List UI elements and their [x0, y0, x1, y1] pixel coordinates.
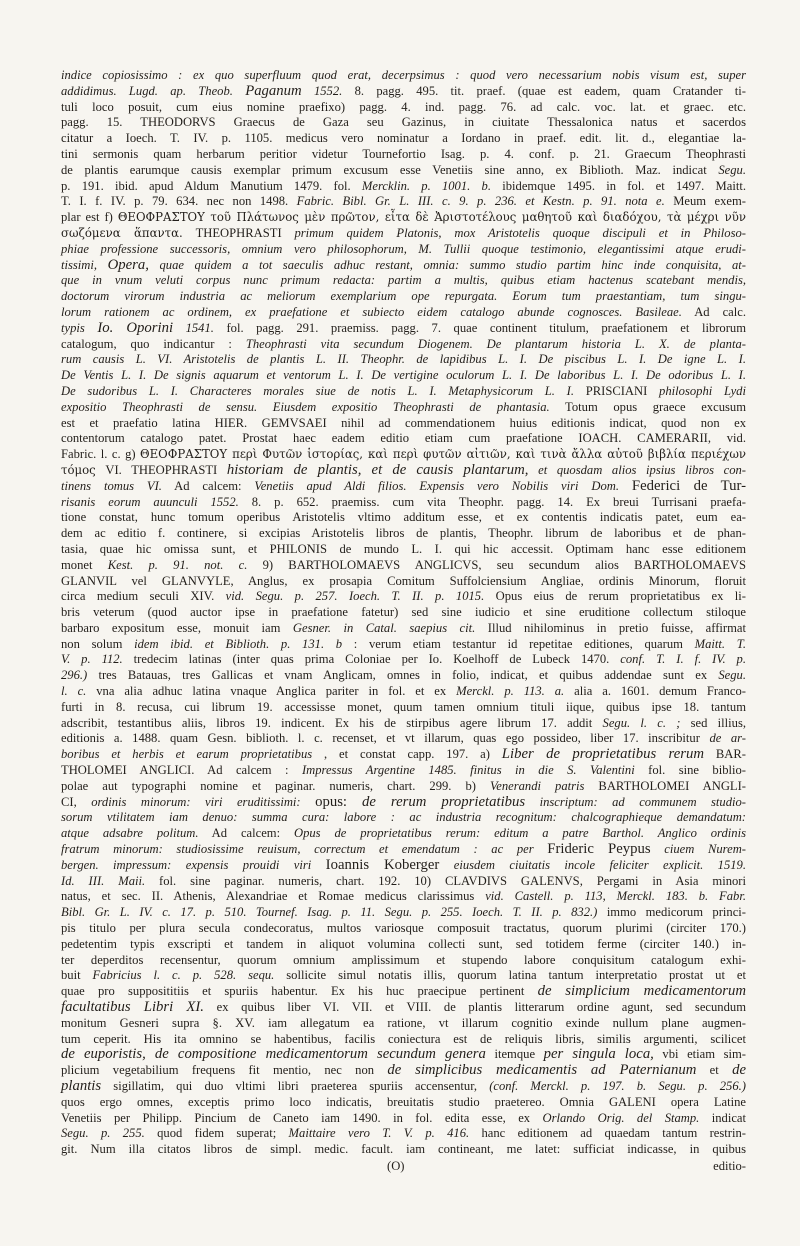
text-run: lorum rationem ac ordinem, ex praefatione et subiecto eidem catalogo abunde cognosces. Basileae. [61, 304, 682, 319]
text-run: vid. Castell. p. 113, Merckl. 183. b. Fabr. [485, 889, 746, 904]
text-line [61, 273, 746, 289]
text-line [61, 668, 746, 684]
text-run: ter deperditos recensentur, quorum omnium amplissimum et stupendo labore conquisitum catalogum exhi- [61, 952, 746, 967]
text-line [61, 763, 746, 779]
text-run: Frideric Peypus [547, 841, 651, 858]
catchword: editio- [713, 1159, 746, 1173]
text-line-content [61, 416, 746, 432]
text-run: de [732, 1062, 746, 1079]
text-run: Opus de proprietatibus rerum: editum a patre Barthol. Anglico ordinis [293, 826, 746, 841]
text-run: git. Num illa citatos libros de simpl. medic. facult. iam contineant, me latet: sufficiat indicasse, in quibus [61, 1142, 746, 1157]
text-run: Ad calcem: [161, 478, 255, 493]
text-run: pagg. 15. THEODORVS Graecus de Gaza seu Gazinus, in ciuitate Thessalonica natus et sacerdos [61, 115, 746, 130]
text-run: que in vnum veluti corpus nunc primum redacta: partim a multis, quibus etiam hactenus scatebant mendis, [61, 273, 746, 288]
text-line [61, 605, 746, 621]
text-run: Meum exem- [664, 194, 746, 209]
text-run: ex quibus liber VI. VII. et VIII. de plantis litterarum ordine agunt, sed secundum [204, 1000, 746, 1015]
text-line [61, 147, 746, 163]
text-line [61, 858, 746, 874]
text-line-content [61, 273, 746, 289]
greek-text-run: σωζόμενα ἅπαντα. [61, 225, 183, 240]
text-line-content [61, 968, 746, 984]
text-line-content [61, 953, 746, 969]
text-line [61, 1032, 746, 1048]
text-line-content [61, 1111, 746, 1127]
text-run: Liber de proprietatibus rerum [501, 746, 705, 763]
text-line [61, 684, 746, 700]
text-run: de ar- [709, 731, 747, 746]
text-line [61, 1142, 746, 1158]
text-run: historiam de plantis, et de causis plantarum, [226, 461, 529, 478]
text-run: quod fidem superat; [144, 1126, 289, 1141]
text-line [61, 115, 746, 131]
text-line [61, 810, 746, 826]
text-run: Illud nihilominus in pretio fuisse, affirmat [475, 620, 747, 635]
text-line-content [61, 842, 746, 858]
text-line [61, 100, 746, 116]
text-line [61, 700, 746, 716]
text-run: eiusdem ciuitatis incole feliciter explicit. 1519. [439, 857, 746, 872]
text-line-content [61, 526, 746, 542]
text-run: tinens tomus VI. [61, 478, 162, 493]
text-run: Gesner. in Catal. saepius cit. [292, 620, 476, 635]
text-run: Bibl. Gr. L. IV. c. 17. p. 510. Tournef. Isag. p. 11. Segu. p. 255. Ioech. T. II. p. 832.) [61, 905, 598, 920]
text-run: Fabric. Bibl. Gr. L. III. c. 9. p. 236. et Kestn. p. 91. nota e. [296, 194, 665, 209]
text-run: Maittaire vero T. V. p. 416. [288, 1126, 470, 1141]
text-run: vbi etiam sim- [653, 1047, 747, 1062]
text-line-content [61, 984, 746, 1000]
text-run: Maitt. T. [694, 636, 746, 651]
text-line [61, 747, 746, 763]
text-run: quae pro supposititiis et spuriis habentur. Ex his huc praecipue pertinent [61, 984, 538, 999]
text-line-content [61, 558, 746, 574]
text-line-content [61, 68, 746, 84]
text-run: Opus eius de rerum proprietatibus ex li- [484, 589, 746, 604]
text-line-content [61, 495, 746, 511]
text-line-content [61, 826, 746, 842]
text-line-content [61, 542, 746, 558]
text-run: Io. Oporini [97, 319, 174, 336]
text-line [61, 542, 746, 558]
text-line [61, 400, 746, 416]
text-run: tuli loco posuit, cum eius nomine praefixo) pagg. 4. ind. pagg. 76. ad calc. voc. lat. et graec. etc. [61, 99, 746, 114]
text-run: PRISCIANI [585, 383, 648, 398]
text-run: tasia, quae hic omissa sunt, et PHILONIS de mundo L. I. qui hic accessit. Optimam hanc esse editionem [61, 541, 746, 556]
text-run: sollicite simul notatis illis, quorum latina tantum interpretatio prostat ut et [274, 968, 746, 983]
text-line [61, 1095, 746, 1111]
text-line [61, 526, 746, 542]
text-run: fol. pagg. 291. praemiss. pagg. 7. quae continent titulum, praefationem et librorum [213, 320, 747, 335]
text-run: T. I. f. IV. p. 79. 634. nec non 1498. [61, 194, 297, 209]
text-line-content [61, 574, 746, 590]
text-line-content [61, 194, 746, 210]
text-run: BAR- [704, 747, 746, 762]
text-run: barbaro expositum esse, monuit iam [61, 620, 293, 635]
text-line-content [61, 668, 746, 684]
text-run: de euporistis, de compositione medicamentorum secundum genera [61, 1046, 486, 1063]
text-line-content [61, 1079, 746, 1095]
text-line-content [61, 1095, 746, 1111]
text-line-content [61, 763, 746, 779]
text-line-content [61, 431, 746, 447]
text-line-content [61, 1047, 746, 1063]
text-line [61, 621, 746, 637]
text-run: et [696, 1063, 733, 1078]
text-line-content [61, 510, 746, 526]
text-run: THOLOMEI ANGLICI. Ad calcem : [61, 763, 302, 778]
text-line-content [61, 226, 746, 242]
text-run: furti in 8. recusa, cui librum 19. accessisse monet, quum tamen omnium tituli iique, quibus ipse 18. tantum [61, 699, 746, 714]
text-run: (conf. Merckl. p. 197. b. Segu. p. 256.) [489, 1079, 746, 1093]
text-line [61, 1000, 746, 1016]
text-line [61, 826, 746, 842]
text-run: plicium vegetabilium frequens fit mentio, nec non [61, 1063, 388, 1078]
text-run: immo medicorum princi- [597, 905, 747, 920]
text-run: V. p. 112. [61, 652, 123, 667]
text-run: contentorum catalogo patet. Prostat haec eadem editio etiam cum praefatione IOACH. CAMERARII, vid. [61, 431, 746, 446]
text-run: fratrum minorum: studiosissime reuisum, correctum et emendatum : ac per [61, 842, 548, 857]
text-run: indicat [699, 1110, 746, 1125]
text-line-content [61, 1063, 746, 1079]
text-run: de plantis earumque causis exemplar primum excusum esse Venetiis sine anno, ex Biblioth. Maz. indicat [61, 162, 719, 177]
text-line [61, 574, 746, 590]
text-line [61, 779, 746, 795]
greek-text-run: ΘΕΟΦΡΑΣΤΟΥ τοῦ Πλάτωνος μὲν πρῶτον, εἶτα δὲ Ἀριστοτέλους μαθητοῦ καὶ διαδόχου, τὰ μέχρι νῦν [117, 210, 747, 225]
text-line-content [61, 1016, 746, 1032]
text-line-content [61, 1142, 746, 1158]
text-run: itemque [485, 1047, 544, 1062]
text-line [61, 558, 746, 574]
text-line-content [61, 100, 746, 116]
text-line-content [61, 747, 746, 763]
signature-mark: (O) [387, 1159, 405, 1173]
text-run: risanis eorum auunculi 1552. [61, 494, 239, 509]
text-run: Totum opus graece excusum [549, 399, 746, 414]
text-line [61, 968, 746, 984]
text-line-content [61, 779, 746, 795]
text-run: et quosdam alios ipsius libros con- [528, 462, 746, 477]
text-line [61, 179, 746, 195]
text-run: tione constat, hunc tomum operibus Aristotelis vltimo additum esse, et ex contentis indicatis patet, eum ea- [61, 510, 746, 525]
text-run: fol. sine biblio- [634, 763, 746, 778]
text-run: per singula loca, [543, 1046, 654, 1063]
text-run: citatur a Ioech. T. IV. p. 1105. medicus vero nominatur a Iordano in praef. edit. lit. d., elegantiae la- [61, 131, 746, 146]
greek-text-run: τόμος [61, 462, 96, 477]
text-run: monitum Gesneri supra §. XV. iam allegatum ea ratione, vt illarum cognitio exinde nullum plane augmen- [61, 1015, 746, 1030]
text-line [61, 226, 746, 242]
text-line-content [61, 179, 746, 195]
text-line [61, 637, 746, 653]
text-run: alia a. 1601. demum Franco- [564, 684, 747, 699]
text-run: Theophrasti vita secundum Diogenem. De plantarum historia L. X. de planta- [245, 336, 746, 351]
text-run: Segu. [718, 668, 746, 683]
text-run: indice copiosissimo : ex quo superfluum quod erat, decerpsimus : quod vero necessarium nobis visum est, super [61, 68, 746, 82]
text-run: GLANVIL vel GLANVYLE, Anglus, ex prosapia Comitum Suffolciensium Angliae, ordinis Minorum, floruit [61, 573, 746, 588]
text-line [61, 874, 746, 890]
text-run: p. 191. ibid. apud Aldum Manutium 1479. fol. [61, 178, 362, 193]
text-line [61, 352, 746, 368]
text-line-content [61, 700, 746, 716]
text-line-content [61, 305, 746, 321]
text-line [61, 1047, 746, 1063]
text-run: typis [61, 320, 98, 335]
text-line-content [61, 115, 746, 131]
text-line [61, 905, 746, 921]
text-line [61, 368, 746, 384]
text-run: ibidemque 1495. in fol. et 1497. Maitt. [491, 178, 746, 193]
text-run: editionis a. 1488. quam Gesn. biblioth. l. c. recenset, et vt illarum, quas ego possideo, liber 17. inscribitur [61, 731, 710, 746]
text-run: polae aut typographi nomine et paginar. numeris, chart. 299. b) [61, 778, 490, 793]
text-run: adscribit, testantibus aliis, libros 19. indicent. Ex his de stirpibus agere librum 17. addit [61, 715, 603, 730]
text-run: Venetiis per Philipp. Pincium de Caneto iam 1490. in fol. edita esse, ex [61, 1110, 543, 1125]
text-line-content [61, 1126, 746, 1142]
text-run: sorum vtilitatem iam denuo: summa cura: labore : ac industria recognitum: chalcographieque demandatum: [61, 810, 746, 825]
text-run: Opera, [107, 256, 149, 273]
text-run: De Ventis L. I. De signis aquarum et ventorum L. I. De vertigine oculorum L. I. De laboribus L. I. De odoribus L. I. [61, 368, 746, 383]
text-line [61, 1063, 746, 1079]
page-text [61, 68, 746, 1158]
text-run: atque adsabre politum. [61, 826, 199, 841]
text-line-content [61, 479, 746, 495]
text-line [61, 321, 746, 337]
text-line [61, 84, 746, 100]
text-run: CI, [61, 794, 92, 809]
text-run: Orlando Orig. del Stamp. [542, 1110, 700, 1125]
greek-text-run: ΘΕΟΦΡΑΣΤΟΥ περὶ Φυτῶν ἱστορίας, καὶ περὶ φυτῶν αἰτιῶν, καὶ τινὰ ἄλλα αὐτοῦ βιβλία περιέχων [140, 447, 746, 462]
text-run: l. c. [61, 684, 87, 699]
text-run: tini sermonis quam herbarum peritior videtur Tournefortio Isag. p. 4. conf. p. 21. Graecum Theophrasti [61, 146, 746, 161]
text-run: ciuem Nurem- [650, 842, 746, 857]
text-line-content [61, 463, 746, 479]
text-run: doctorum virorum industria ac meliorum exemplarium ope repurgata. Eorum tum praestantiam, tum singu- [61, 289, 746, 304]
text-run: Id. III. Maii. [61, 873, 146, 888]
text-line [61, 131, 746, 147]
text-line [61, 731, 746, 747]
text-run: tissimi, [61, 257, 108, 272]
text-run: 8. pagg. 495. tit. praef. (quae est eadem, quam Cratander ti- [342, 83, 746, 98]
text-run: Fabric. l. c. g) [61, 447, 141, 462]
text-run: Merckl. p. 113. a. [456, 684, 565, 699]
text-line [61, 1126, 746, 1142]
text-run: sed illius, [680, 715, 746, 730]
text-line-content [61, 131, 746, 147]
text-line [61, 953, 746, 969]
text-run: philosophi Lydi [647, 383, 746, 398]
text-run: 1552. [301, 83, 343, 98]
text-run: dem ac editio f. continere, si excipias Aristotelis libros de plantis, Theophr. librum de laboribus et de phan- [61, 526, 746, 541]
text-run: pedetentim typis exscripti et tandem in aliquot volumina collecti sunt, sed totidem ferme (circiter 140.) in- [61, 936, 746, 951]
text-run: Segu. [718, 162, 746, 177]
text-run: hanc editionem ad quaedam tantum restrin- [469, 1126, 746, 1141]
text-line-content [61, 352, 746, 368]
text-line [61, 384, 746, 400]
text-line-content [61, 147, 746, 163]
text-line [61, 305, 746, 321]
text-line-content [61, 637, 746, 653]
text-line [61, 937, 746, 953]
text-run: Federici de Tur- [631, 477, 746, 494]
text-line-content [61, 84, 746, 100]
text-run: circa medium seculi XIV. [61, 589, 226, 604]
text-line [61, 210, 746, 226]
text-run: 296.) [61, 668, 88, 683]
text-line-content [61, 858, 746, 874]
text-line [61, 795, 746, 811]
text-line [61, 589, 746, 605]
text-line-content [61, 905, 746, 921]
text-line [61, 1079, 746, 1095]
text-run: VI. THEOPHRASTI [95, 462, 227, 477]
text-run: de rerum proprietatibus [362, 793, 526, 810]
text-line-content [61, 163, 746, 179]
text-line [61, 463, 746, 479]
text-run: buit [61, 968, 93, 983]
text-run: est et praefatio latina HIER. GEMVSAEI nihil ad commendationem huius editionis indicat, quod non ex [61, 415, 746, 430]
text-run: conf. T. I. f. IV. p. [620, 652, 747, 667]
text-run: 9) BARTHOLOMAEVS ANGLICVS, seu secundum alios BARTHOLOMAEVS [247, 557, 746, 572]
text-run: primum quidem Platonis, mox Aristotelis quoque discipuli et in Philoso- [294, 225, 746, 240]
text-line-content [61, 889, 746, 905]
text-line-content [61, 210, 746, 226]
text-run: fol. sine paginar. numeris, chart. 192. 10) CLAVDIVS GALENVS, Pergami in Asia minori [145, 873, 746, 888]
text-run: Fabricius l. c. p. 528. sequ. [92, 968, 275, 983]
text-line-content [61, 810, 746, 826]
page-footer [61, 1158, 746, 1174]
text-run: natus, et sec. II. Athenis, Alexandriae et Romae medicus clarissimus [61, 889, 486, 904]
text-run: tum ceperit. His ita omnino se habentibus, facilis coniectura est de reliquis libris, similis argumenti, scilicet [61, 1031, 746, 1046]
text-run: Paganum [245, 82, 302, 99]
text-run: THEOPHRASTI [182, 225, 295, 240]
text-run: Ad calc. [681, 304, 746, 319]
text-run: idem ibid. et Biblioth. p. 131. b [134, 636, 343, 651]
text-line [61, 716, 746, 732]
text-run: bergen. impressum: expensis prouidi viri [61, 857, 326, 872]
text-run: quos ergo omnes, exceptis primo loco indicatis, breuitatis studio praetereo. Omnia GALENI opera Latine [61, 1094, 746, 1109]
text-line [61, 337, 746, 353]
text-run: plantis [61, 1078, 102, 1094]
text-line-content [61, 289, 746, 305]
text-run: ordinis minorum: viri eruditissimi: [91, 794, 316, 809]
text-line-content [61, 242, 746, 258]
text-line-content [61, 321, 746, 337]
text-line-content [61, 605, 746, 621]
text-run: phiae professione successoris, omnium vero philosophorum, M. Tullii quoque testimonio, elegantissimi atque erudi- [61, 241, 746, 256]
text-line [61, 163, 746, 179]
text-run: 8. p. 652. praemiss. cum vita Theophr. pagg. 14. Ex breui Turrisani praefa- [238, 494, 747, 509]
text-line [61, 921, 746, 937]
text-run: Segu. l. c. ; [602, 715, 681, 730]
text-line-content [61, 921, 746, 937]
text-line [61, 1016, 746, 1032]
text-line [61, 447, 746, 463]
text-run: vna alia adhuc latina vnaque Anglica pariter in fol. et ex [86, 684, 457, 699]
text-run: : verum etiam testantur id repetitae editiones, quarum [342, 636, 695, 651]
text-line-content [61, 368, 746, 384]
text-run: Mercklin. p. 1001. b. [361, 178, 491, 193]
text-line [61, 495, 746, 511]
text-run: De sudoribus L. I. Characteres morales siue de notis L. I. Metaphysicorum L. I. [61, 383, 586, 398]
text-run: tres Batauas, tres Gallicas et vnam Anglicam, omnes in folio, indicat, et quibus addendae sunt ex [87, 668, 719, 683]
text-run: catalogum, quo indicantur : [61, 336, 246, 351]
text-line-content [61, 621, 746, 637]
text-run: de simplicium medicamentorum [537, 983, 746, 1000]
text-run: BARTHOLOMEI ANGLI- [584, 778, 746, 793]
text-run: tredecim latinas (inter quas prima Coloniae per Io. Koelhoff de Lubeck 1470. [122, 652, 621, 667]
text-line [61, 1111, 746, 1127]
text-line [61, 258, 746, 274]
text-run: rum causis L. VI. Aristotelis de plantis L. II. Theophr. de lapidibus L. I. De piscibus L. I. De igne L. I. [61, 352, 746, 367]
text-line-content [61, 652, 746, 668]
text-line [61, 289, 746, 305]
text-line-content [61, 384, 746, 400]
text-run: monet [61, 557, 108, 572]
text-line-content [61, 400, 746, 416]
text-run: , et constat capp. 197. a) [312, 747, 502, 762]
text-run: plar est f) [61, 210, 118, 225]
text-run: Ad calcem: [198, 826, 294, 841]
text-line-content [61, 1032, 746, 1048]
text-run: sigillatim, qui duo vltimi libri praeterea spuriis accensentur, [101, 1079, 490, 1093]
text-line [61, 842, 746, 858]
text-line-content [61, 1000, 746, 1016]
text-line-content [61, 716, 746, 732]
text-line [61, 431, 746, 447]
text-line [61, 652, 746, 668]
text-run: pis titulo per plura secula condecoratus, multos variosque composuit tractatus, quorum plurimi (circiter 170.) [61, 921, 746, 936]
text-run: non solum [61, 636, 135, 651]
text-line [61, 194, 746, 210]
text-line-content [61, 684, 746, 700]
text-line [61, 984, 746, 1000]
text-line [61, 479, 746, 495]
text-run: addidimus. Lugd. ap. Theob. [61, 83, 246, 98]
text-line [61, 510, 746, 526]
text-run: vid. Segu. p. 257. Ioech. T. II. p. 1015. [225, 589, 485, 604]
text-run: 1541. [173, 320, 214, 335]
text-line [61, 416, 746, 432]
text-run: Segu. p. 255. [61, 1126, 145, 1141]
text-line [61, 242, 746, 258]
text-line-content [61, 589, 746, 605]
text-line-content [61, 731, 746, 747]
text-run: quae quidem a tot saeculis adhuc restant, omnia: summo studio partim hinc inde conquisita, at- [148, 257, 746, 272]
text-line [61, 68, 746, 84]
text-run: Venerandi patris [489, 778, 585, 793]
text-line-content [61, 937, 746, 953]
text-line-content [61, 258, 746, 274]
text-run: inscriptum: ad communem studio- [525, 794, 746, 809]
text-run: Ioannis Koberger [325, 856, 440, 873]
text-run: de simplicibus medicamentis ad Paternianum [387, 1062, 697, 1079]
text-run: Kest. p. 91. not. c. [107, 557, 248, 572]
text-line-content [61, 447, 746, 463]
text-line [61, 889, 746, 905]
text-run: bris veterum (quod auctor ipse in praefatione fatetur) sed sine iudicio et sine eruditione collectum stiloque [61, 605, 746, 620]
text-run: facultatibus Libri XI. [61, 999, 204, 1016]
text-line-content [61, 874, 746, 890]
text-run: expositio Theophrasti de sensu. Eiusdem expositio Theophrasti de phantasia. [61, 399, 550, 414]
text-run: opus: [315, 793, 363, 810]
text-run: Impressus Argentine 1485. finitus in die S. Valentini [301, 763, 635, 778]
text-line-content [61, 337, 746, 353]
text-run: Venetiis apud Aldi filios. Expensis vero Nobilis viri Dom. [254, 478, 632, 493]
text-run: boribus et herbis et earum proprietatibus [61, 747, 313, 762]
text-line-content [61, 795, 746, 811]
